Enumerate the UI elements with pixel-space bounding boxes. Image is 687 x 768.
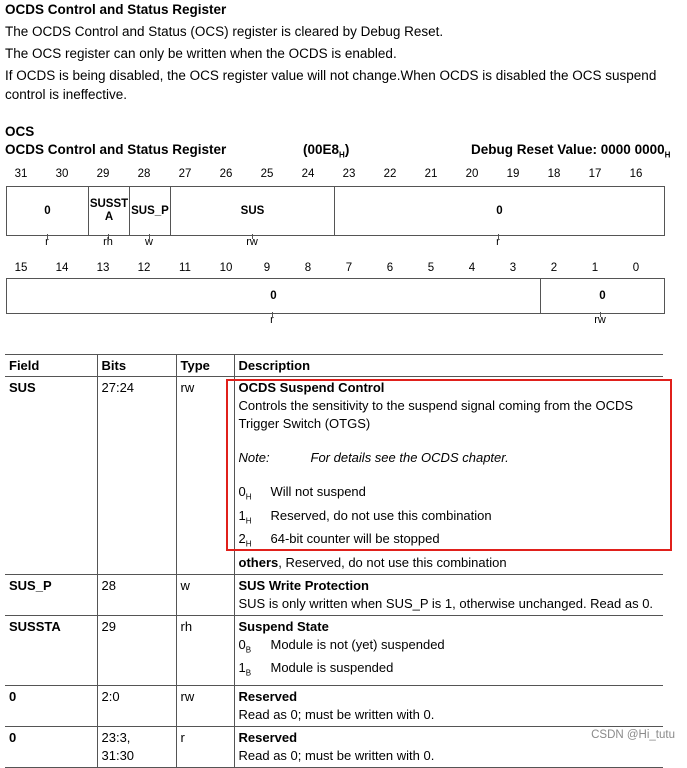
intro-line-1: The OCDS Control and Status (OCS) register is cleared by Debug Reset. — [5, 24, 444, 39]
access-rw-lower: rw — [594, 314, 606, 326]
bit-number: 20 — [465, 168, 479, 180]
bit-number: 23 — [342, 168, 356, 180]
access-r-lower: r — [270, 314, 274, 326]
value-row: $1_B$ Module is suspended — [238, 660, 394, 678]
table-header-row — [5, 355, 663, 377]
bit-number: 2 — [550, 262, 558, 274]
cell-bits: 23:3, 31:30 — [97, 726, 176, 767]
description-text: Controls the sensitivity to the suspend signal coming from the OCDS Trigger Switch (OTGS) — [238, 398, 634, 431]
header-type: Type — [176, 355, 234, 377]
bit-number: 28 — [137, 168, 151, 180]
value-row-others: others, Reserved, do not use this combination — [238, 554, 507, 570]
register-long-name: OCDS Control and Status Register — [5, 142, 227, 157]
bit-number: 8 — [304, 262, 312, 274]
field-sussta: SUSST A — [89, 187, 130, 235]
description-title: SUS Write Protection — [238, 577, 370, 593]
cell-type: w — [176, 574, 234, 615]
register-address: $(00E8_H)$ — [303, 142, 350, 160]
bit-number: 9 — [263, 262, 271, 274]
bit-number: 22 — [383, 168, 397, 180]
header-bits: Bits — [97, 355, 176, 377]
bit-number: 17 — [588, 168, 602, 180]
field-bits-1-0: 0 — [599, 289, 606, 302]
field-sus: SUS — [171, 187, 335, 235]
description-title: Reserved — [238, 729, 298, 745]
cell-type: rw — [176, 685, 234, 726]
field-bits-15-2: 0 — [7, 279, 541, 313]
description-note: Note: For details see the OCDS chapter. — [238, 450, 509, 465]
cell-description — [234, 685, 663, 726]
bit-number: 31 — [14, 168, 28, 180]
bit-number: 21 — [424, 168, 438, 180]
value-row: $1_H$ Reserved, do not use this combination — [238, 507, 492, 526]
table-row — [5, 574, 663, 615]
description-title: OCDS Suspend Control — [238, 380, 385, 395]
section-heading: OCDS Control and Status Register — [5, 2, 227, 17]
bit-number: 24 — [301, 168, 315, 180]
bit-number: 13 — [96, 262, 110, 274]
cell-description — [234, 574, 663, 615]
field-sus-p: SUS_P — [130, 187, 171, 235]
header-description: Description — [234, 355, 663, 377]
cell-bits: 29 — [97, 615, 176, 685]
bit-number: 25 — [260, 168, 274, 180]
cell-field: 0 — [5, 726, 97, 767]
value-row: $2_H$ 64-bit counter will be stopped — [238, 531, 440, 549]
cell-field: SUS_P — [5, 574, 97, 615]
value-row: $0_H$ Will not suspend — [238, 484, 366, 502]
table-row — [5, 685, 663, 726]
bit-number: 3 — [509, 262, 517, 274]
access-r-upper-2: r — [496, 236, 500, 248]
intro-line-3: If OCDS is being disabled, the OCS register value will not change.When OCDS is disabled the OCS suspend control is ineffective. — [5, 68, 657, 102]
bit-number: 27 — [178, 168, 192, 180]
register-reset-value: Debug Reset Value: 0000 $0000_H$ — [471, 142, 671, 160]
bit-number: 1 — [591, 262, 599, 274]
description-title: Suspend State — [238, 618, 329, 634]
cell-field: 0 — [5, 685, 97, 726]
bit-number: 12 — [137, 262, 151, 274]
cell-field: SUSSTA — [5, 615, 97, 685]
bit-number: 5 — [427, 262, 435, 274]
bit-number: 6 — [386, 262, 394, 274]
table-row — [5, 615, 663, 685]
cell-bits: 28 — [97, 574, 176, 615]
bit-number: 19 — [506, 168, 520, 180]
bit-number: 0 — [632, 262, 640, 274]
watermark: CSDN @Hi_tutu — [591, 729, 675, 741]
description-text: SUS is only written when SUS_P is 1, otherwise unchanged. Read as 0. — [238, 595, 654, 611]
access-rw-upper: rw — [246, 236, 258, 248]
bit-number: 18 — [547, 168, 561, 180]
field-bits-31-30: 0 — [7, 187, 89, 235]
register-lower-row — [6, 278, 665, 314]
intro-line-2: The OCS register can only be written when the OCDS is enabled. — [5, 46, 397, 61]
bit-number: 16 — [629, 168, 643, 180]
field-bits-23-16: 0 — [496, 204, 503, 217]
bit-number: 26 — [219, 168, 233, 180]
cell-type: r — [176, 726, 234, 767]
bit-number: 14 — [55, 262, 69, 274]
description-text: Read as 0; must be written with 0. — [238, 706, 435, 722]
highlight-box — [226, 379, 672, 551]
cell-type: rw — [176, 377, 234, 575]
bit-number: 30 — [55, 168, 69, 180]
cell-type: rh — [176, 615, 234, 685]
bit-number: 7 — [345, 262, 353, 274]
cell-description — [234, 615, 663, 685]
access-rh: rh — [103, 236, 113, 248]
description-title: Reserved — [238, 688, 298, 704]
register-short-name: OCS — [5, 124, 35, 139]
bit-number: 29 — [96, 168, 110, 180]
bit-number: 15 — [14, 262, 28, 274]
header-field: Field — [5, 355, 97, 377]
cell-field: SUS — [5, 377, 97, 575]
access-r-upper: r — [45, 236, 49, 248]
cell-bits: 2:0 — [97, 685, 176, 726]
bit-number: 4 — [468, 262, 476, 274]
cell-bits: 27:24 — [97, 377, 176, 575]
value-row: $0_B$ Module is not (yet) suspended — [238, 636, 445, 655]
description-text: Read as 0; must be written with 0. — [238, 747, 435, 763]
bit-number: 10 — [219, 262, 233, 274]
access-w: w — [145, 236, 153, 248]
register-upper-row — [6, 186, 665, 236]
bit-number: 11 — [179, 262, 191, 274]
